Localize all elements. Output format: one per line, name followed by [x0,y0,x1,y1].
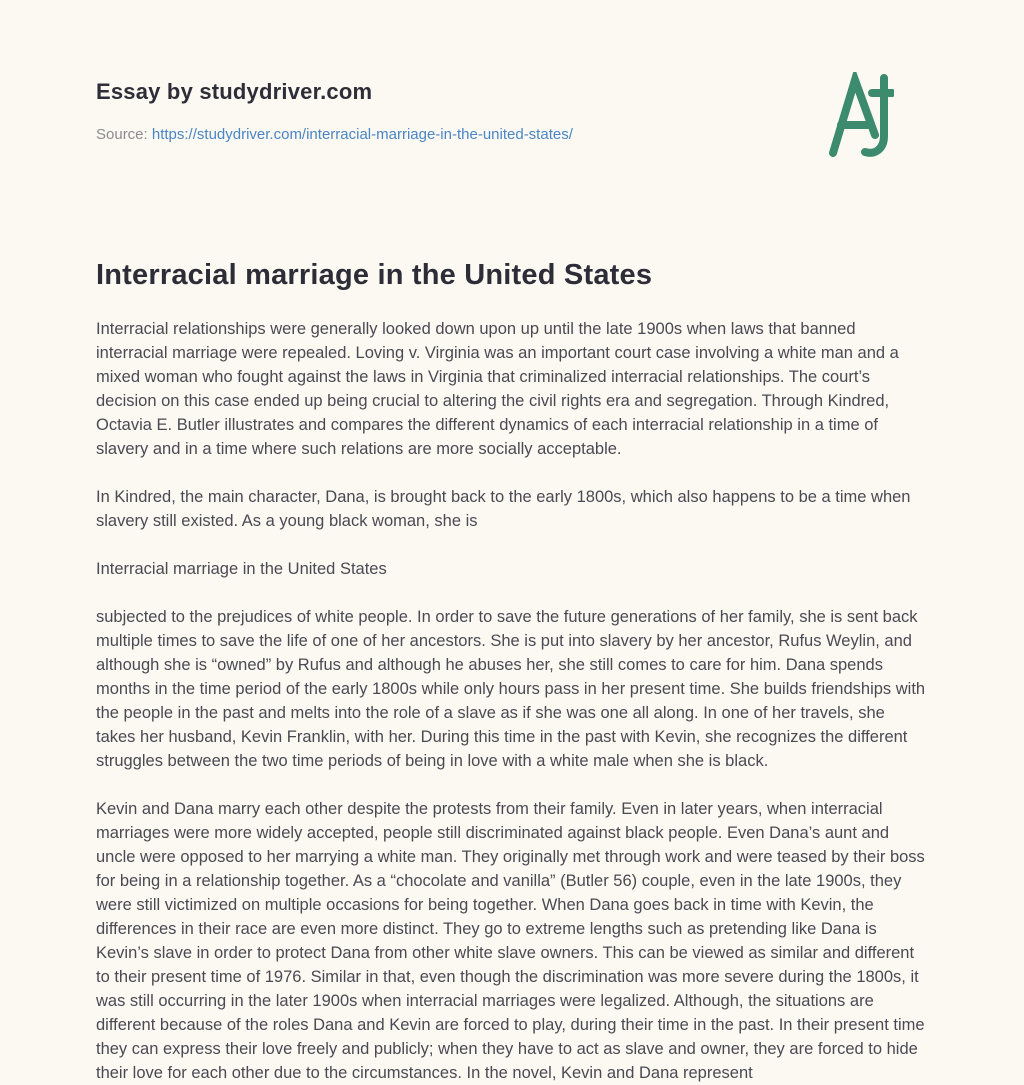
essay-paragraph: subjected to the prejudices of white people. In order to save the future generations of her family, she is sent back multiple times to save the life of one of her ancestors. She is put into slavery by her ancestor, Rufus Weylin, and although she is “owned” by Rufus and although he abuses her, she still comes to care for him. Dana spends months in the time period of the early 1800s while only hours pass in her present time. She builds friendships with the people in the past and melts into the role of a slave as if she was one all along. In one of her travels, she takes her husband, Kevin Franklin, with her. During this time in the past with Kevin, she recognizes the different struggles between the two time periods of being in love with a white male when she is black. [96,607,926,770]
essay-inline-title: Interracial marriage in the United States [96,559,387,578]
essay-paragraph: Kevin and Dana marry each other despite the protests from their family. Even in later years, when interracial marriages were more widely accepted, people still discriminated against black people. Even Dana’s aunt and uncle were opposed to her marrying a white man. They originally met through work and were teased by their boss for being in a relationship together. As a “chocolate and vanilla” (Butler 56) couple, even in the late 1900s, they were still victimized on multiple occasions for being together. When Dana goes back in time with Kevin, the differences in their race are even more distinct. They go to extreme lengths such as pretending like Dana is Kevin’s slave in order to protect Dana from other white slave owners. This can be viewed as similar and different to their present time of 1976. Similar in that, even though the discrimination was more severe during the 1800s, it was still occurring in the later 1900s when interracial marriages were legalized. Although, the situations are different because of the roles Dana and Kevin are forced to play, during their time in the past. In their present time they can express their love freely and publicly; when they have to act as slave and owner, they are forced to hide their love for each other due to the circumstances. In the novel, Kevin and Dana represent [96,799,925,1082]
essay-content [0,258,1024,1085]
essay-title: Interracial marriage in the United States [96,259,653,292]
studydriver-logo-icon [828,72,894,158]
byline: Essay by studydriver.com [96,79,373,104]
essay-paragraph: In Kindred, the main character, Dana, is brought back to the early 1800s, which also happens to be a time when slavery still existed. As a young black woman, she is [96,487,911,530]
essay-paragraph: Interracial relationships were generally looked down upon up until the late 1900s when laws that banned interracial marriage were repealed. Loving v. Virginia was an important court case involving a white man and a mixed woman who fought against the laws in Virginia that criminalized interracial relationships. The court’s decision on this case ended up being crucial to altering the civil rights era and segregation. Through Kindred, Octavia E. Butler illustrates and compares the different dynamics of each interracial relationship in a time of slavery and in a time where such relations are more socially acceptable. [96,319,899,458]
source-label: Source: [96,126,148,144]
document-header [0,0,1024,144]
source-link[interactable]: https://studydriver.com/interracial-marriage-in-the-united-states/ [151,126,573,144]
source-line [96,126,928,144]
